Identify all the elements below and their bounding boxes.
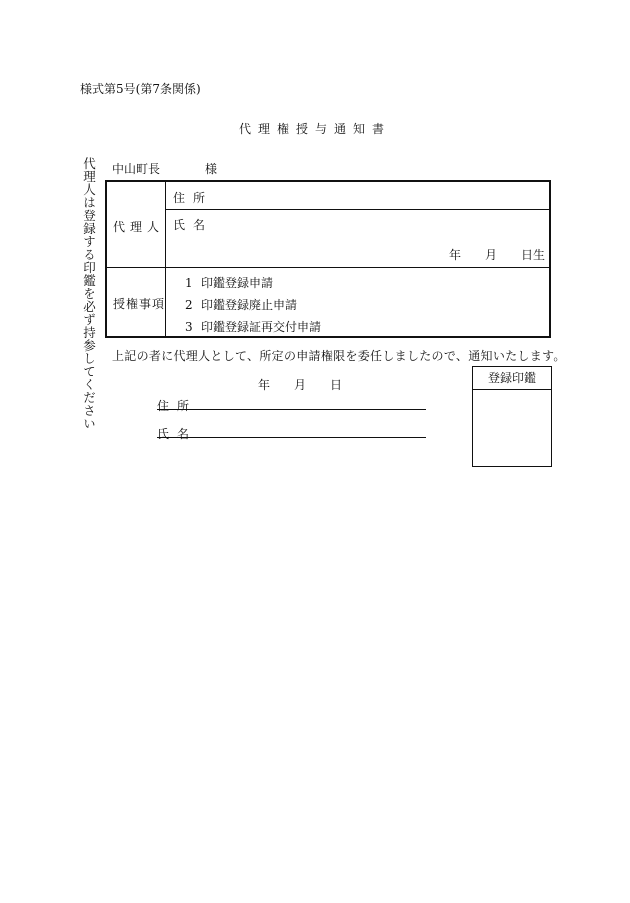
matter-number: 1 bbox=[185, 276, 193, 290]
registered-seal-box bbox=[472, 366, 552, 467]
birth-date bbox=[449, 246, 545, 263]
date-day-label: 日 bbox=[330, 378, 343, 392]
side-note: 代理人は登録する印鑑を必ず持参してください bbox=[81, 157, 97, 430]
declaration-text: 上記の者に代理人として、所定の申請権限を委任しましたので、通知いたします。 bbox=[112, 349, 566, 363]
birth-year-label: 年 bbox=[448, 248, 461, 262]
list-item bbox=[185, 296, 297, 313]
agent-label: 代理人 bbox=[113, 220, 165, 234]
honorific: 様 bbox=[205, 162, 218, 176]
birth-month-label: 月 bbox=[484, 248, 497, 262]
list-item bbox=[185, 318, 321, 335]
table-divider-vertical bbox=[165, 182, 166, 336]
matter-number: 3 bbox=[185, 320, 193, 334]
signing-date bbox=[258, 376, 342, 393]
matter-text: 印鑑登録廃止申請 bbox=[201, 298, 298, 312]
matter-text: 印鑑登録申請 bbox=[201, 276, 274, 290]
form-number: 様式第5号(第7条関係) bbox=[80, 82, 201, 96]
matter-number: 2 bbox=[185, 298, 193, 312]
signer-address-line bbox=[157, 409, 426, 410]
table-divider-address bbox=[165, 209, 549, 210]
signer-address-label: 住所 bbox=[157, 399, 198, 413]
agent-table bbox=[105, 180, 551, 338]
signer-name-line bbox=[157, 437, 426, 438]
agent-address-label: 住所 bbox=[173, 191, 214, 205]
birth-day-label: 日生 bbox=[520, 248, 545, 262]
matter-text: 印鑑登録証再交付申請 bbox=[201, 320, 322, 334]
seal-box-label: 登録印鑑 bbox=[473, 367, 551, 390]
document-title: 代理権授与通知書 bbox=[238, 122, 391, 136]
list-item bbox=[185, 274, 273, 291]
agent-name-label: 氏名 bbox=[173, 218, 214, 232]
date-year-label: 年 bbox=[258, 378, 271, 392]
date-month-label: 月 bbox=[294, 378, 307, 392]
table-divider-matters bbox=[107, 267, 549, 268]
matters-label: 授権事項 bbox=[113, 297, 166, 311]
addressee: 中山町長 bbox=[112, 162, 161, 176]
signer-name-label: 氏名 bbox=[157, 427, 198, 441]
